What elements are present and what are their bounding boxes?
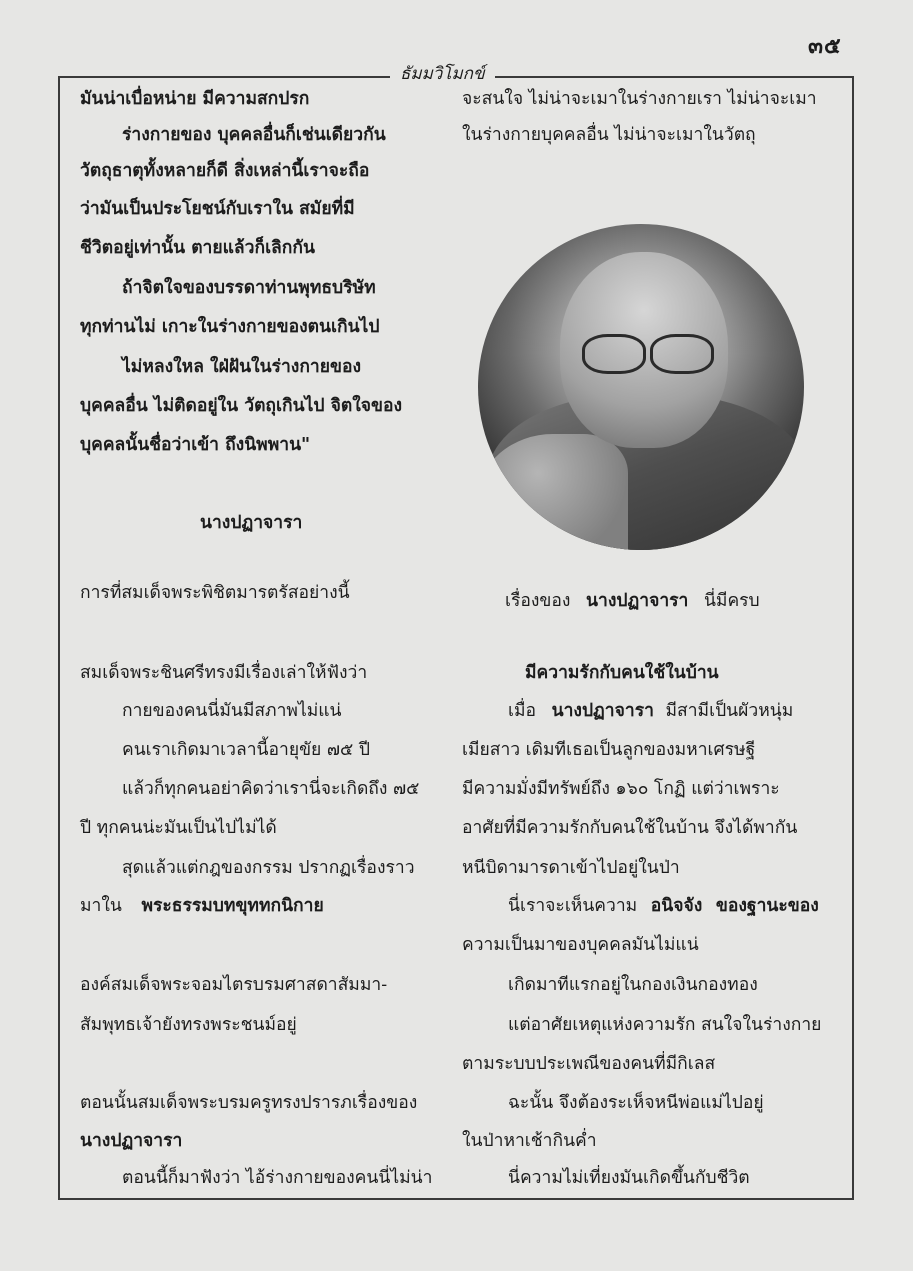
text-line: การที่สมเด็จพระพิชิตมารตรัสอย่างนี้ <box>80 583 350 603</box>
text-line <box>505 588 760 614</box>
text-fragment: เมื่อ <box>508 701 537 721</box>
text-line: บุคคลอื่น ไม่ติดอยู่ใน วัตถุเกินไป จิตใจของ <box>80 396 403 416</box>
text-line: แล้วก็ทุกคนอย่าคิดว่าเรานี่จะเกิดถึง ๗๕ <box>122 779 420 799</box>
text-line: บุคคลนั้นชื่อว่าเข้า ถึงนิพพาน" <box>80 435 311 455</box>
text-line: หนีบิดามารดาเข้าไปอยู่ในป่า <box>462 858 680 878</box>
text-line: ร่างกายของ บุคคลอื่นก็เช่นเดียวกัน <box>122 125 386 145</box>
text-fragment: นี่เราจะเห็นความ <box>508 896 638 916</box>
monk-portrait-photo <box>478 224 804 550</box>
header-title: ธัมมวิโมกข์ <box>390 62 495 86</box>
text-line: ความเป็นมาของบุคคลมันไม่แน่ <box>462 935 699 955</box>
text-line: ตามระบบประเพณีของคนที่มีกิเลส <box>462 1054 716 1074</box>
text-line: นี่ความไม่เที่ยงมันเกิดขึ้นกับชีวิต <box>508 1168 750 1188</box>
text-line: ทุกท่านไม่ เกาะในร่างกายของตนเกินไป <box>80 317 380 337</box>
bold-fragment: อนิจจัง <box>650 896 703 916</box>
text-fragment: มีสามีเป็นผัวหนุ่ม <box>665 701 794 721</box>
text-line: ฉะนั้น จึงต้องระเห็จหนีพ่อแม่ไปอยู่ <box>508 1093 764 1113</box>
bold-fragment: พระธรรมบทขุททกนิกาย <box>141 896 324 916</box>
text-fragment: นี่มีครบ <box>703 591 760 611</box>
section-heading: นางปฏาจารา <box>200 513 303 533</box>
text-line: สัมพุทธเจ้ายังทรงพระชนม์อยู่ <box>80 1015 297 1035</box>
text-line: ตอนนั้นสมเด็จพระบรมครูทรงปรารภเรื่องของ <box>80 1093 418 1113</box>
text-line: เกิดมาทีแรกอยู่ในกองเงินกองทอง <box>508 975 758 995</box>
text-line: องค์สมเด็จพระจอมไตรบรมศาสดาสัมมา- <box>80 975 388 995</box>
text-line: วัตถุธาตุทั้งหลายก็ดี สิ่งเหล่านี้เราจะถือ <box>80 161 370 181</box>
text-line: ไม่หลงใหล ใฝ่ฝันในร่างกายของ <box>122 357 362 377</box>
text-line: ในป่าหาเช้ากินค่ำ <box>462 1131 597 1151</box>
text-fragment: เรื่องของ <box>505 591 571 611</box>
subheading: มีความรักกับคนใช้ในบ้าน <box>525 663 719 683</box>
text-line: ปี ทุกคนน่ะมันเป็นไปไม่ได้ <box>80 818 277 838</box>
bold-fragment: ของฐานะของ <box>715 896 819 916</box>
text-line: สมเด็จพระชินศรีทรงมีเรื่องเล่าให้ฟังว่า <box>80 663 368 683</box>
bold-fragment: นางปฏาจารา <box>586 591 689 611</box>
text-line: เมียสาว เดิมทีเธอเป็นลูกของมหาเศรษฐี <box>462 740 756 760</box>
text-line: สุดแล้วแต่กฎของกรรม ปรากฏเรื่องราว <box>122 858 415 878</box>
text-line: คนเราเกิดมาเวลานี้อายุขัย ๗๕ ปี <box>122 740 370 760</box>
text-line: มีความมั่งมีทรัพย์ถึง ๑๖๐ โกฏิ แต่ว่าเพราะ <box>462 779 780 799</box>
text-line: ชีวิตอยู่เท่านั้น ตายแล้วก็เลิกกัน <box>80 238 315 258</box>
text-line <box>508 698 793 724</box>
text-line: มันน่าเบื่อหน่าย มีความสกปรก <box>80 89 310 109</box>
text-line: ว่ามันเป็นประโยชน์กับเราใน สมัยที่มี <box>80 199 355 219</box>
text-line: ถ้าจิตใจของบรรดาท่านพุทธบริษัท <box>122 278 376 298</box>
bold-fragment: นางปฏาจารา <box>551 701 654 721</box>
text-line: จะสนใจ ไม่น่าจะเมาในร่างกายเรา ไม่น่าจะเมา <box>462 89 817 109</box>
page-number: ๓๕ <box>808 33 842 59</box>
text-line: ตอนนี้ก็มาฟังว่า ไอ้ร่างกายของคนนี่ไม่น่า <box>122 1168 433 1188</box>
text-line <box>80 893 324 919</box>
text-line: ในร่างกายบุคคลอื่น ไม่น่าจะเมาในวัตถุ <box>462 125 756 145</box>
text-line: อาศัยที่มีความรักกับคนใช้ในบ้าน จึงได้พากัน <box>462 818 798 838</box>
text-fragment: มาใน <box>80 896 122 916</box>
text-line: นางปฏาจารา <box>80 1131 183 1151</box>
text-line: แต่อาศัยเหตุแห่งความรัก สนใจในร่างกาย <box>508 1015 822 1035</box>
text-line <box>508 893 819 919</box>
text-line: กายของคนนี่มันมีสภาพไม่แน่ <box>122 701 342 721</box>
